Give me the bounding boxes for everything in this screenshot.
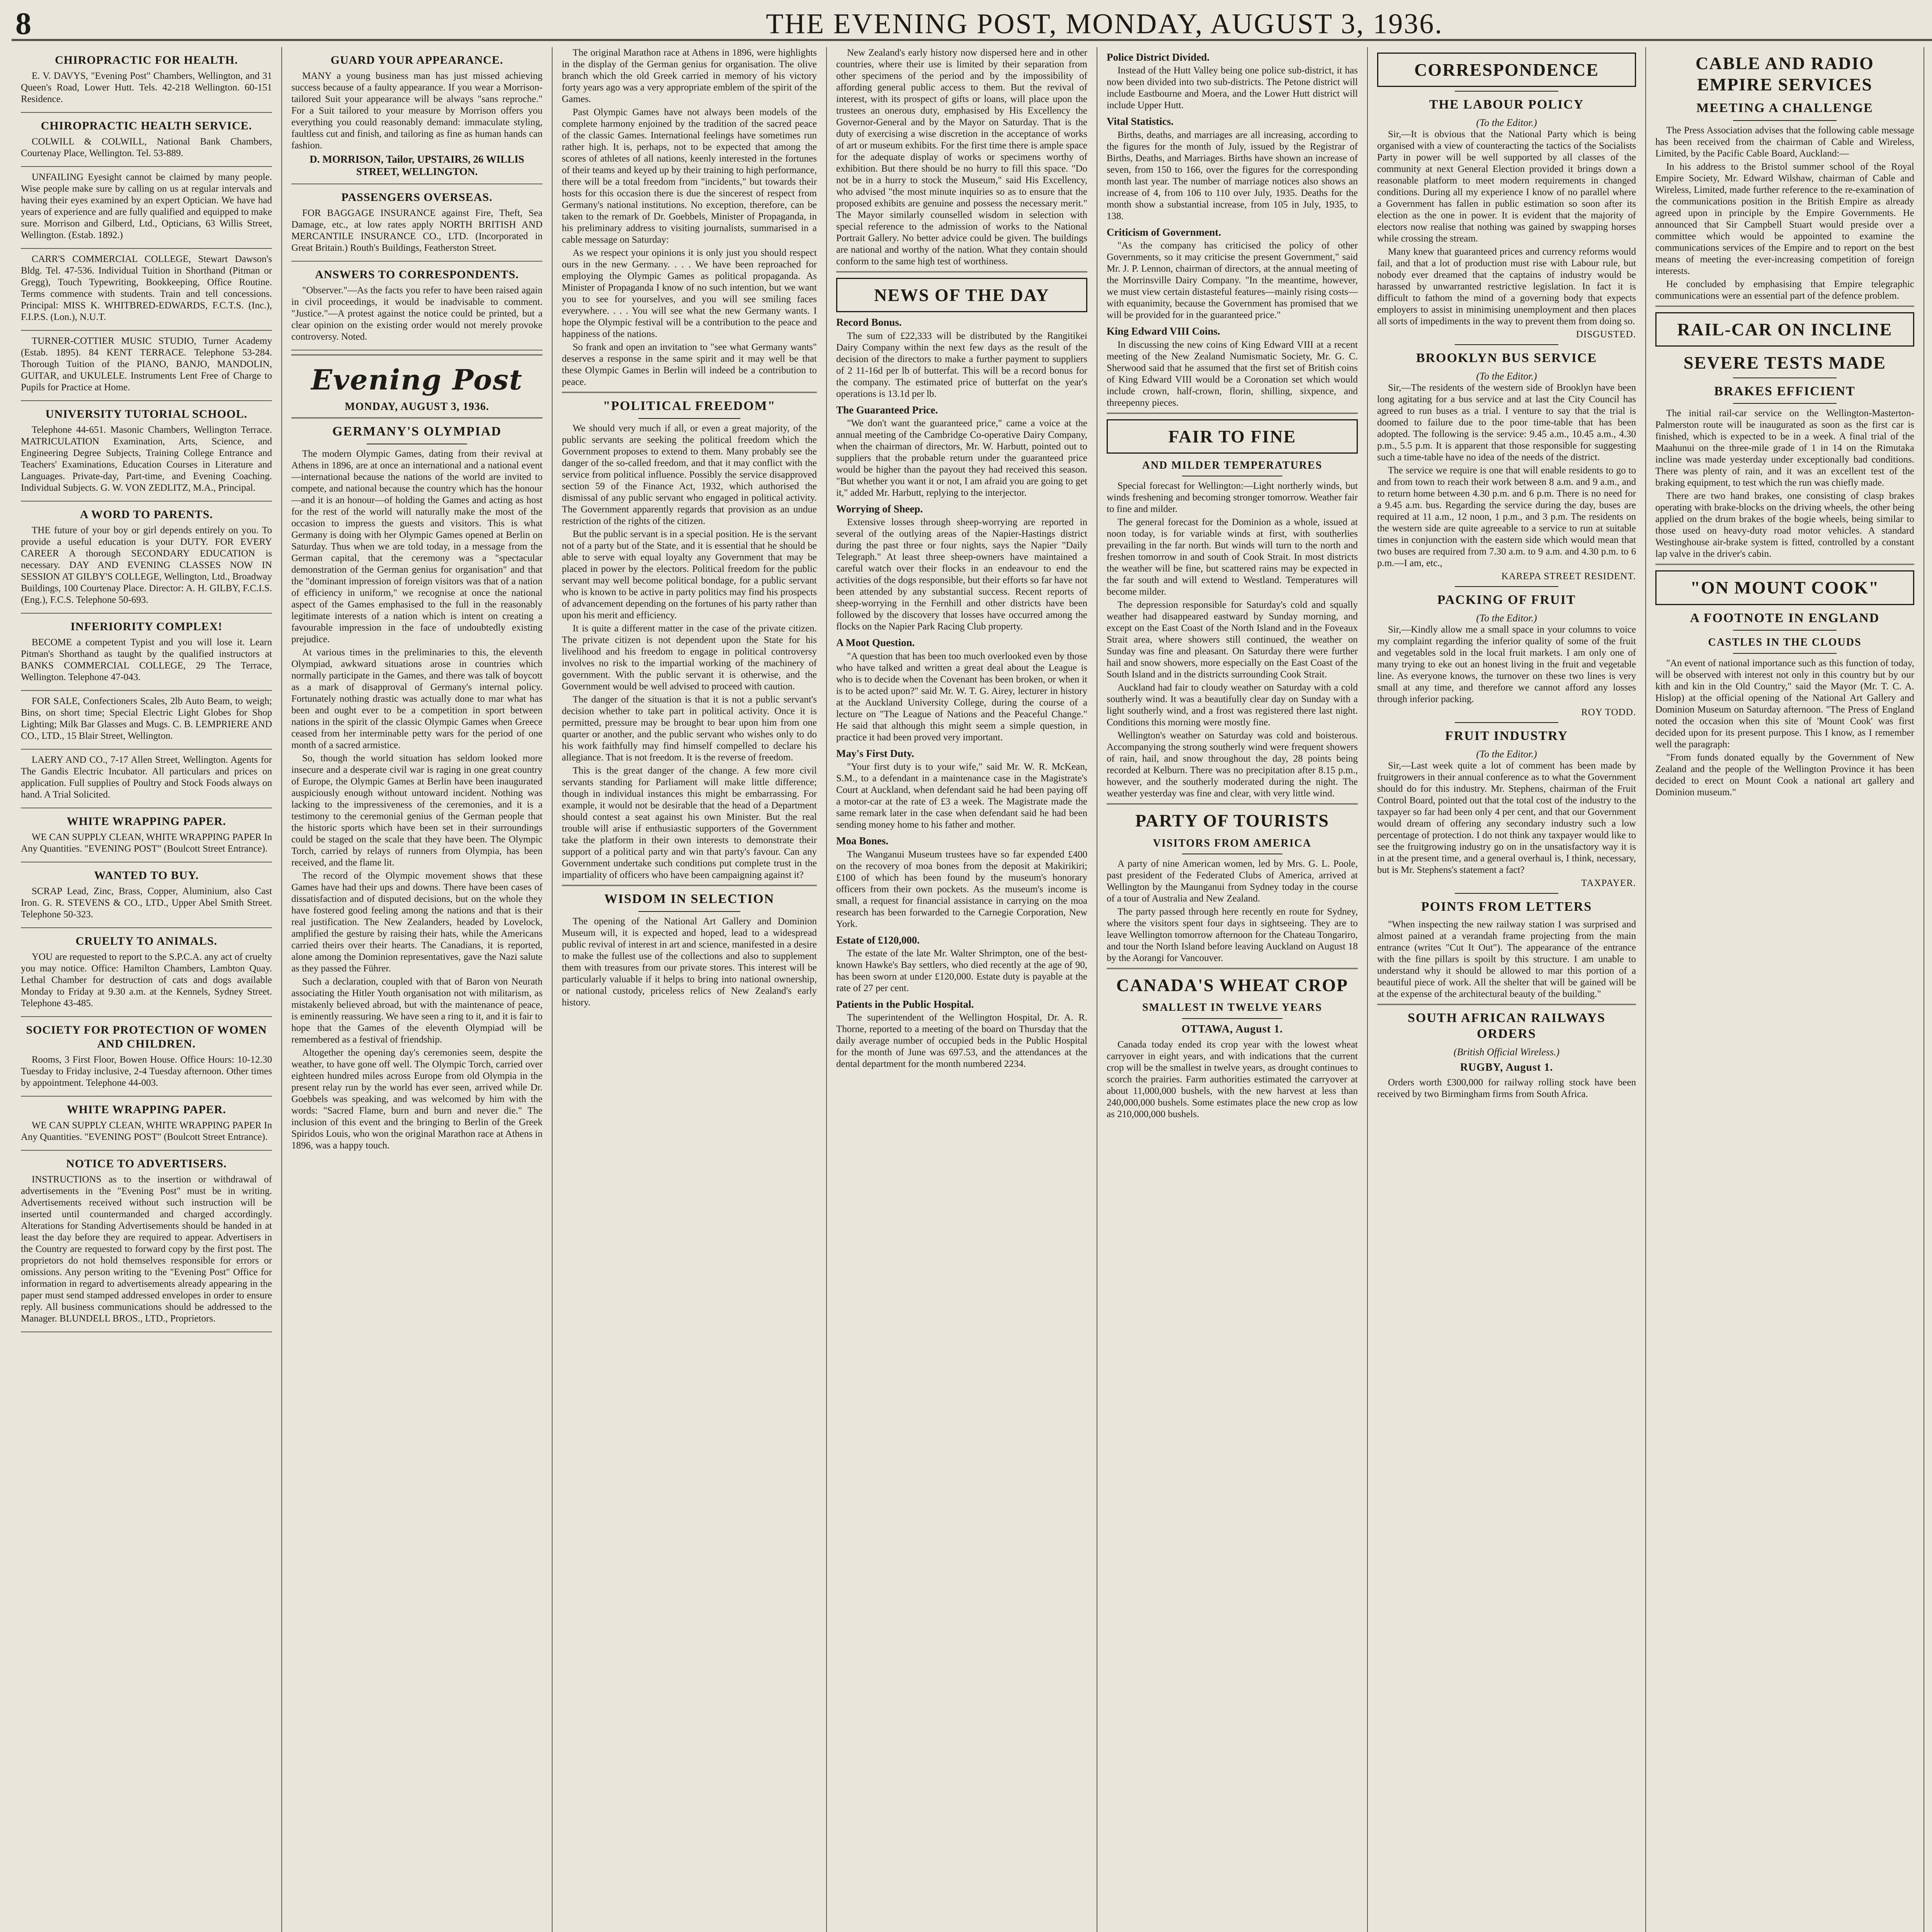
news-items: [836, 316, 1087, 1070]
sa-railways-text: Orders worth £300,000 for railway rolling stock have been received by two Birmingham firms from South Africa.: [1377, 1077, 1636, 1100]
correspondence-head: CORRESPONDENCE: [1377, 53, 1636, 87]
classified-ad: [21, 862, 272, 928]
letter-head: PACKING OF FRUIT: [1437, 593, 1576, 607]
classified-ad: [21, 113, 272, 167]
classified-ad-body: COLWILL & COLWILL, National Bank Chambers, Courtenay Place, Wellington. Tel. 53-889.: [21, 136, 272, 158]
classified-ad-head: UNIVERSITY TUTORIAL SCHOOL.: [45, 408, 248, 420]
editorial-date: MONDAY, AUGUST 3, 1936.: [345, 401, 489, 413]
news-item-head: Worrying of Sheep.: [836, 503, 923, 515]
classified-ad-body: WE CAN SUPPLY CLEAN, WHITE WRAPPING PAPER In Any Quantities. "EVENING POST" (Boulcott Street Entrance).: [21, 832, 272, 854]
classified-ad: [21, 614, 272, 691]
news-item-text: Births, deaths, and marriages are all increasing, according to the figures for the month of July, issued by the Registrar of Births, Deaths, and Marriages. Births have shown an increase of seven, from 150 to 166, over the figures for the corresponding month last year. The number of marriage notices also shows an increase of 4, from 106 to 110 over July, 1935. Deaths for the month show a substantial increase, from 105 in July, 1935, to 138.: [1107, 129, 1358, 221]
letters-to-editor: [1377, 91, 1636, 1000]
letter-signature: TAXPAYER.: [1581, 878, 1636, 889]
display-ad-body: FOR BAGGAGE INSURANCE against Fire, Theft, Sea Damage, etc., at low rates apply NORTH BRITISH AND MERCANTILE INSURANCE CO., LTD. (Incorporated in Great Britain.) Routh's Buildings, Featherston Street.: [291, 207, 543, 253]
classified-ad: [21, 1017, 272, 1097]
classified-ad: [21, 750, 272, 808]
classified-ad: [21, 928, 272, 1017]
classified-ad: [21, 249, 272, 331]
classified-ad-body: Telephone 44-651. Masonic Chambers, Wellington Terrace. MATRICULATION Examination, Arts, Science, and Engineering Degree Subjects, Training College Entrance and Teachers' Examinations, Education Courses in Literature and Languages. Private-day, Part-time, and Evening Coaching. Individual Subjects. G. W. VON ZEDLITZ, M.A., Principal.: [21, 425, 272, 493]
news-item-head: A Moot Question.: [836, 637, 915, 649]
railcar-paragraph: The initial rail-car service on the Wellington-Masterton-Palmerston route will be inaugurated as soon as the first car is finished, which is expected to be in a week. A final trial of the Maahunui on the three-mile grade of 1 in 14 on the Rimutaka incline was made yesterday under exceptionally bad conditions. There was plenty of rain, and it was an excellent test of the braking equipment, to test which the run was chiefly made.: [1655, 408, 1914, 488]
news-item-head: Patients in the Public Hospital.: [836, 998, 974, 1010]
classified-ad-body: INSTRUCTIONS as to the insertion or withdrawal of advertisements in the "Evening Post" must be in writing. Advertisements received without such instruction will be inserted until countermanded and charged accordingly. Alterations for Standing Advertisements should be handed in at least the day before they are required to appear. Advertisers in the Country are requested to forward copy by the first post. The proprietors do not hold themselves responsible for errors or omissions. Any person writing to the "Evening Post" Office for information in regard to advertisements already appearing in the paper must send stamped addressed envelopes in order to ensure reply. All business communications should be addressed to the Manager. BLUNDELL BROS., LTD., Proprietors.: [21, 1174, 272, 1324]
cable-head: CABLE AND RADIO EMPIRE SERVICES: [1696, 53, 1874, 95]
classified-ad-body: YOU are requested to report to the S.P.C.A. any act of cruelty you may notice. Office: Hamilton Chambers, Lambton Quay. Lethal Chamber for destruction of cats and dogs available Monday to Friday at 9.30 a.m. at the Kennels, Sydney Street. Telephone 43-485.: [21, 952, 272, 1009]
letter-head: BROOKLYN BUS SERVICE: [1416, 351, 1597, 366]
news-of-the-day-head: NEWS OF THE DAY: [836, 278, 1087, 312]
wheat-subhead: SMALLEST IN TWELVE YEARS: [1142, 1002, 1322, 1014]
display-ad-signature: D. MORRISON, Tailor, UPSTAIRS, 26 WILLIS STREET, WELLINGTON.: [310, 153, 524, 178]
classified-ad-head: SOCIETY FOR PROTECTION OF WOMEN AND CHILDREN.: [26, 1024, 267, 1050]
letter-to-editor: (To the Editor.): [1476, 748, 1537, 760]
leader-paragraph: As we respect your opinions it is only just you should respect ours in the new Germany. . . . We have been reproached for employing the Olympic Games as political propaganda. As Minister of Propaganda I know of no such intention, but we want you to see for yourselves, and you will see smiling faces everywhere. . . . You will see what the new Germany wants. I hope the Olympic festival will be a contribution to the peace and happiness of the nations.: [562, 248, 817, 339]
column-editorial: [282, 47, 553, 1932]
classified-ad: [21, 331, 272, 401]
letter-head: THE LABOUR POLICY: [1429, 97, 1584, 112]
weather-paragraph: The depression responsible for Saturday's cold and squally weather had disappeared eastward by Sunday morning, and except on the East Coast of the North Island and in the Foveaux Strait area, where showers still continued, the weather on Sunday was fine and pleasant. On Saturday there were further hail and snow showers, more especially on the East Coast of the South Island and in the districts surrounding Cook Strait.: [1107, 600, 1358, 680]
cable-paragraph: The Press Association advises that the following cable message has been received from the chairman of Cable and Wireless, Limited, by the Pacific Cable Board, Auckland:—: [1655, 125, 1914, 159]
leader-wisdom-body: [562, 916, 817, 1009]
display-ad: [291, 47, 543, 184]
tourists-paragraph: The party passed through here recently en route for Sydney, where the visitors spent four days in sightseeing. They are to leave Wellington tomorrow afternoon for the Chateau Tongariro, and tour the North Island before leaving Auckland on August 18 by the Aorangi for Vancouver.: [1107, 906, 1358, 964]
classified-ad-body: UNFAILING Eyesight cannot be claimed by many people. Wise people make sure by calling on us at regular intervals and having their eyes examined by an expert Optician. We have had years of experience and are fully qualified and equipped to make sure. Morrison and Gilberd, Ltd., Opticians, 63 Willis Street, Wellington. (Estab. 1892.): [21, 172, 272, 240]
railcar-subhead-2: BRAKES EFFICIENT: [1714, 384, 1855, 398]
sa-railways-dateline: RUGBY, August 1.: [1460, 1061, 1553, 1073]
news-item-head: Vital Statistics.: [1107, 116, 1173, 128]
classified-ad-body: BECOME a competent Typist and you will lose it. Learn Pitman's Shorthand as taught by the qualified instructors at BANKS COMMERCIAL COLLEGE, 29 The Terrace, Wellington. Telephone 47-043.: [21, 637, 272, 682]
letter-signature: ROY TODD.: [1581, 707, 1636, 718]
railcar-head: RAIL-CAR ON INCLINE: [1655, 312, 1914, 347]
letter-paragraph: Many knew that guaranteed prices and currency reforms would fail, and that a lot of production must rise with Labour rule, but nobody ever dreamed that the captains of industry would be harassed by unwarranted restrictive legislation. In fact it is difficult to fathom the mind of a governing body that expects employers to assist in minimising unemployment and then places all sorts of impediments in the way to prevent them from doing so.: [1377, 247, 1636, 327]
wheat-paragraph: Canada today ended its crop year with the lowest wheat carryover in eight years, and with indications that the current crop will be the smallest in twelve years, as drought continues to scorch the prairies. Farm authorities estimated the carryover at about 11,000,000 bushels, with the new harvest at less than 240,000,000 bushels. Some estimates place the new crop as low as 210,000,000 bushels.: [1107, 1039, 1358, 1119]
letter-paragraph: Sir,—Last week quite a lot of comment has been made by fruitgrowers in their annual conference as to what the Government should do for this industry. Mr. Stephens, chairman of the Fruit Control Board, pointed out that the total cost of the industry to the taxpayer so far had been only 4 per cent, and that our Government would dream of offering any secondary industry such a low percentage of protection. I do not think any taxpayer would like to see the fruitgrowing industry go on in the unsatisfactory way it is in at the present time, and a general overhaul is, I think, necessary, but is Mr. Stephens's statement a fact?: [1377, 760, 1636, 876]
letter-paragraph: Sir,—Kindly allow me a small space in your columns to voice my complaint regarding the inferior quality of some of the fruit and vegetables sold in the local fruit markets. I am only one of many trying to eke out an honest living in the fruit and vegetable line. As everyone knows, the turnover on these two lines is very small at any time, and therefore we cannot afford any losses through inferior packing.: [1377, 624, 1636, 705]
leader-freedom-body: [562, 423, 817, 881]
classified-ad-body: E. V. DAVYS, "Evening Post" Chambers, Wellington, and 31 Queen's Road, Lower Hutt. Tels. 42-218 Wellington. 60-151 Residence.: [21, 71, 272, 104]
classified-ad-head: A WORD TO PARENTS.: [80, 508, 213, 521]
classified-ad: [21, 1151, 272, 1332]
leader-wisdom-head: WISDOM IN SELECTION: [604, 891, 775, 906]
classified-ad-head: WANTED TO BUY.: [94, 869, 199, 882]
leader-paragraph: New Zealand's early history now dispersed here and in other countries, where their use is limited by their separation from other specimens of the period and by the impossibility of affording general public access to them. But the revival of interest, with its prospect of gifts or loans, will place upon the trustees an onerous duty, emphasised by His Excellency the Governor-General and by the Mayor on Saturday. That is the duty of exercising a wise discretion in the acceptance of works of art or museum exhibits. For the first time there is ample space for the adequate display of works or specimens worthy of exhibition. But there should be no hurry to fill this space. "Do not be in a hurry to stock the Museum," said His Excellency, who advised "the most minute inquiries so as to ensure that the proposed exhibits are genuine and possess the necessary merit." The Mayor similarly counselled wisdom in selection with special reference to the admission of works to the National Portrait Gallery. No better advice could be given. The buildings are national and worthy of the nation. What they contain should conform to the same high test of worthiness.: [836, 48, 1087, 267]
column-cable-railcar: [1646, 47, 1924, 1932]
news-item-text: Extensive losses through sheep-worrying are reported in several of the outlying areas of the Napier-Hastings district during the past three or four nights, says the Napier "Daily Telegraph." At least three sheep-owners have maintained a careful watch over their flocks in an endeavour to end the activities of the dogs responsible, but their efforts so far have not been attended by any substantial success. Recent reports of sheep-worrying in the Fernhill and other districts have been followed by the discovery that losses have occurred among the flocks on the Napier Park Racing Club property.: [836, 517, 1087, 632]
classified-ad: [21, 691, 272, 750]
mount-cook-head: "ON MOUNT COOK": [1655, 570, 1914, 605]
news-item-text: "As the company has criticised the policy of other Governments, so it may criticise the present Government," said Mr. J. P. Lennon, chairman of directors, at the annual meeting of the Morrinsville Dairy Company. "In the meantime, however, we must view certain distasteful features—mainly rising costs—with equanimity, because the Government has promised that we will be provided for in the guaranteed price.": [1107, 240, 1358, 321]
tourists-subhead: VISITORS FROM AMERICA: [1153, 837, 1312, 849]
weather-paragraph: Wellington's weather on Saturday was cold and boisterous. Accompanying the strong southerly wind were frequent showers of rain, hail, and snow throughout the day, 28 points being recorded at Kelburn. There was no precipitation after 8.15 p.m., however, and the southerly moderated during the night. The weather yesterday was fine and clear, with very little wind.: [1107, 730, 1358, 799]
tailor-and-notice-ads: [291, 47, 543, 350]
letter-head: FRUIT INDUSTRY: [1445, 729, 1568, 743]
tourists-paragraph: A party of nine American women, led by Mrs. G. L. Poole, past president of the Federated Clubs of America, arrived at Wellington by the Maunganui from Sydney today in the course of a tour of Australia and New Zealand.: [1107, 859, 1358, 904]
mount-cook-paragraph: "An event of national importance such as this function of today, will be observed with interest not only in this country but by our kith and kin in the Old Country," said the Mayor (Mr. T. C. A. Hislop) at the official opening of the National Art Gallery and Dominion Museum on Saturday afternoon. "The Press of England noted the occasion when this site of 'Mount Cook' was first decided upon for its present purpose. This I know, as I remember well the paragraph:: [1655, 658, 1914, 750]
sa-railways-head: SOUTH AFRICAN RAILWAYS ORDERS: [1408, 1010, 1605, 1041]
classified-ad-body: THE future of your boy or girl depends entirely on you. To provide a useful education is your DUTY. FOR EVERY CAREER A thorough SECONDARY EDUCATION is necessary. DAY AND EVENING CLASSES NOW IN SESSION AT GILBY'S COLLEGE, Wellington, Ltd., Broadway Buildings, 100 Courtenay Place. Director: A. H. GILBY, F.C.I.S. (Eng.), F.C.S. Telephone 50-693.: [21, 525, 272, 605]
letter-paragraph: Sir,—The residents of the western side of Brooklyn have been long agitating for a bus service and at last the City Council has agreed to run buses as a trial. I venture to say that the trial is doomed to failure due to the poor time-table that has been adopted. The following is the service: 9.45 a.m., 10.45 a.m., 4.30 p.m., 5.5 p.m. It is apparent that those responsible for suggesting such a time-table have no idea of the needs of the district.: [1377, 383, 1636, 463]
classified-ad-body: SCRAP Lead, Zinc, Brass, Copper, Aluminium, also Cast Iron. G. R. STEVENS & CO., LTD., Upper Abel Smith Street. Telephone 50-323.: [21, 886, 272, 920]
mount-cook-subhead-2: CASTLES IN THE CLOUDS: [1708, 636, 1862, 649]
leader-paragraph: So, though the world situation has seldom looked more insecure and a desperate civil war is raging in one great country of Europe, the Olympic Games at Berlin have been inaugurated auspiciously enough without untoward incident. Nothing was lacking to the impressiveness of the ceremonies, and it is a testimony to the ceremonial genius of the German people that the historic sports which have been set in their surroundings could be staged on the scale that they have been. The Olympic Torch, carried by relays of runners from Olympia, has been received, and the flame lit.: [291, 753, 543, 868]
letter-signature: KAREPA STREET RESIDENT.: [1501, 571, 1636, 582]
leader-paragraph: At various times in the preliminaries to this, the eleventh Olympiad, awkward situations arose in countries which normally participate in the Games, and there was talk of boycott as a mark of disapproval of Germany's internal policy. Fortunately nothing drastic was actually done to mar what has been and ought ever to be a competition in sport between nations in the spirit of the classic Olympic Games when Greece ceased from her interminable petty wars for the period of one month of a sacred armistice.: [291, 647, 543, 750]
leader-paragraph: Altogether the opening day's ceremonies seem, despite the weather, to have gone off well. The Olympic Torch, carried over eighteen hundred miles across Europe from old Olympia in the present relay run by the world has ever seen, arrived while Dr. Goebbels was speaking, and was welcomed by him with the words: "Sacred Flame, burn and burn and never die." The inclusion of this event and the bringing to Berlin of the Greek Spiridos Louis, who won the original Marathon race at Athens in 1896, was a happy touch.: [291, 1047, 543, 1151]
news-item-text: "We don't want the guaranteed price," came a voice at the annual meeting of the Cambridge Co-operative Dairy Company, when the chairman of directors, Mr. W. Harbutt, pointed out to suppliers that the probable return under the guaranteed price would be higher than the payout they had received this season. "But whether you want it or not, I am afraid you are going to get it," added Mr. Harbutt, replying to the interjector.: [836, 418, 1087, 498]
classified-ad-body: LAERY AND CO., 7-17 Allen Street, Wellington. Agents for The Gandis Electric Incubator. All particulars and prices on application. Full supplies of Poultry and Stock Foods always on hand. A Trial Solicited.: [21, 755, 272, 800]
news-item-text: The estate of the late Mr. Walter Shrimpton, one of the best-known Hawke's Bay settlers, who died recently at the age of 90, has been sworn at under £120,000. Estate duty is payable at the rate of 27 per cent.: [836, 948, 1087, 993]
tourists-body: [1107, 858, 1358, 964]
leader-paragraph: Past Olympic Games have not always been models of the complete harmony enjoined by the tradition of the sacred peace of the classic Games. International feelings have sometimes run rather high. It is, perhaps, not to be expected that among the scores of athletes of all nations, keenly interested in the fortunes of their teams and keyed up by their training to high performance, there will be a total freedom from "incidents," but towards their hosts for this occasion there is due the sincerest of respect from Germany's national institutions. No exception, therefore, can be taken to the remark of Dr. Goebbels, Minister of Propaganda, in his preliminary address to visiting journalists, summarised in a cable message on Saturday:: [562, 107, 817, 245]
news-item-head: Moa Bones.: [836, 835, 888, 847]
weather-subhead: AND MILDER TEMPERATURES: [1142, 459, 1323, 471]
classified-ad: [21, 1097, 272, 1151]
display-ad-body: MANY a young business man has just missed achieving success because of a faulty appearance. If you wear a Morrison-tailored Suit your appearance will be always "sans reproche." For a Suit tailored to your measure by Morrison offers you everything you could reasonably demand: immaculate styling, faultless cut and finish, and tailoring as fine as human hands can fashion.: [291, 71, 543, 151]
weather-head: FAIR TO FINE: [1107, 419, 1358, 454]
leader-wisdom-cont: [836, 47, 1087, 267]
masthead: [12, 4, 1932, 41]
leader-paragraph: This is the great danger of the change. A few more civil servants standing for Parliament will make little difference; though in individual instances this might be embarrassing. For example, it would not be desirable that the head of a Department should contest a seat against his own Minister. But the real trouble will arise if enthusiastic supporters of the Government take the platform in their own interests to demonstrate their support of a political party and win that party's favour. Can any Government undertake such conditions put complete trust in the impartiality of officers who have been campaigning against it?: [562, 765, 817, 880]
leader-paragraph: The original Marathon race at Athens in 1896, were highlights in the display of the German genius for organisation. The olive branch which the old Greek carried in memory of his victory forty years ago was a very appropriate emblem of the spirit of the Games.: [562, 48, 817, 104]
wheat-body: [1107, 1039, 1358, 1120]
leader-paragraph: The record of the Olympic movement shows that these Games have had their ups and downs. There have been cases of dissatisfaction and of disputed decisions, but on the whole they have fostered good feeling among the nations and that is their real justification. The New Zealanders, headed by Lovelock, amplified the gesture by raising their hats, while the Americans carried theirs over their hearts. The Canadians, it is reported, alone among the Dominion representatives, gave the Nazi salute as they passed the Führer.: [291, 870, 543, 974]
display-ad-head: GUARD YOUR APPEARANCE.: [330, 54, 503, 66]
cable-paragraph: He concluded by emphasising that Empire telegraphic communications were an essential part of the defence problem.: [1655, 279, 1914, 301]
newspaper-title: THE EVENING POST, MONDAY, AUGUST 3, 1936.: [766, 8, 1443, 40]
leader-paragraph: Such a declaration, coupled with that of Baron von Neurath associating the Hitler Youth organisation not with militarism, as mistakenly believed abroad, but with the maintenance of peace, is eminently reassuring. We have seen a ring to it, and it is fair to hope that the Games of the eleventh Olympiad will be remembered as a festival of friendship.: [291, 976, 543, 1045]
classified-ad: [21, 401, 272, 502]
leader-paragraph: The danger of the situation is that it is not a public servant's decision whether to take part in political activity. Once it is permitted, pressure may be brought to bear upon him from one quarter or another, and the public servant who wishes only to do his work faithfully may find himself compelled to declare his allegiance. That is not freedom. It is the reverse of freedom.: [562, 694, 817, 763]
leader-paragraph: So frank and open an invitation to "see what Germany wants" deserves a response in the same spirit and it may well be that these Olympic Games in Berlin will indeed be a contribution to peace.: [562, 342, 817, 387]
letter-head: POINTS FROM LETTERS: [1421, 900, 1592, 914]
news-item-head: Police District Divided.: [1107, 51, 1210, 63]
leader-paragraph: It is quite a different matter in the case of the private citizen. The private citizen is not dependent upon the State for his livelihood and his freedom to engage in political controversy involves no risk to the impartial working of the machinery of government. With the public servant it is otherwise, and the Government would be well advised to proceed with caution.: [562, 623, 817, 692]
news-item-text: The Wanganui Museum trustees have so far expended £400 on the recovery of moa bones from the deposit at Makirikiri; £100 of which has been found by the museum's honorary officers from their own pockets. As the museum's income is small, a request for financial assistance in carrying on the moa research has been forwarded to the Carnegie Corporation, New York.: [836, 849, 1087, 929]
letter-paragraph: Sir,—It is obvious that the National Party which is being organised with a view of counteracting the tactics of the Socialists Party in power will be well supported by all classes of the community at next General Election provided it brings down a reasonable platform to meet modern requirements in changed conditions. During all my experience I know of no parallel where a Government has fallen in public estimation so soon after its election as the one in power. It is evident that the majority of electors now realise that nothing was gained by swapping horses while crossing the stream.: [1377, 129, 1636, 244]
classified-ad-body: TURNER-COTTIER MUSIC STUDIO, Turner Academy (Estab. 1895). 84 KENT TERRACE. Telephone 53-284. Thorough Tuition of the PIANO, BANJO, MANDOLIN, GUITAR, and UKULELE. Instruments Lent Free of Charge to Pupils for Practice at Home.: [21, 336, 272, 393]
leader-germany-body: [291, 448, 543, 1151]
classified-ad-body: FOR SALE, Confectioners Scales, 2lb Auto Beam, to weigh; Bins, on short time; Special Electric Light Globes for Shop Lighting; Milk Bar Glasses and Mugs. C. B. LEMPRIERE AND CO., LTD., 15 Blair Street, Wellington.: [21, 696, 272, 741]
leader-paragraph: We should very much if all, or even a great majority, of the public servants are seeking the political freedom which the Government proposes to extend to them. Many probably see the danger of the so-called freedom, and that it may conflict with the service from political influence. Possibly the service disapproved section 59 of the Finance Act, 1932, which authorised the dismissal of any public servant who engaged in political activity. The Government apparently regards that provision as an undue restriction of the rights of the citizen.: [562, 423, 817, 526]
column-news-cont: [1097, 47, 1368, 1932]
railcar-subhead-1: SEVERE TESTS MADE: [1684, 353, 1886, 373]
leader-germany-head: GERMANY'S OLYMPIAD: [332, 424, 502, 439]
mount-cook-subhead-1: A FOOTNOTE IN ENGLAND: [1690, 611, 1880, 625]
classified-ad-head: CRUELTY TO ANIMALS.: [75, 935, 218, 947]
cable-subhead: MEETING A CHALLENGE: [1696, 101, 1873, 116]
weather-paragraph: Auckland had fair to cloudy weather on Saturday with a cold southerly wind. It was a beautifully clear day on Sunday with a light southerly wind, and a frost was registered there last night. Conditions this morning were mostly fine.: [1107, 682, 1358, 728]
weather-body: [1107, 480, 1358, 799]
classified-ad: [21, 167, 272, 249]
letter-to-editor: (To the Editor.): [1476, 117, 1537, 128]
leader-germany-cont: [562, 47, 817, 388]
news-item-text: "A question that has been too much overlooked even by those who have talked and written a great deal about the League is who is to decide when the Covenant has been broken, or when it is to be acted upon?" said Mr. W. T. G. Airey, lecturer in history at the Auckland University College, during the course of a lecture on "The League of Nations and the Peaceful Change." He said that although this might seem a simple question, in practice it had been proved very important.: [836, 651, 1087, 743]
columns: [12, 47, 1932, 1932]
news-item-text: The superintendent of the Wellington Hospital, Dr. A. R. Thorne, reported to a meeting of the board on Thursday that the daily average number of occupied beds in the Public Hospital for the month of June was 697.53, and the attendances at the dental department for the month numbered 2234.: [836, 1012, 1087, 1070]
leader-paragraph: But the public servant is in a special position. He is the servant not of a party but of the State, and it is essential that he should be able to serve with equal loyalty any Government that may be placed in power by the electors. Political freedom for the public servant may well become political bondage, for a public servant who is known to be active in party politics may find his prospects of advancement depending on the fortunes of his party rather than upon his merit and efficiency.: [562, 529, 817, 621]
display-ad-body: "Observer."—As the facts you refer to have been raised again in civil proceedings, it would be inadvisable to comment. "Justice."—A protest against the notice could be printed, but a clear opinion on the existing order would not merely provoke controversy. Noted.: [291, 285, 543, 342]
weather-paragraph: Special forecast for Wellington:—Light northerly winds, but winds freshening and becoming stronger tomorrow. Weather fair to fine and milder.: [1107, 481, 1358, 515]
letter-to-editor: (To the Editor.): [1476, 612, 1537, 624]
column-correspondence: [1368, 47, 1646, 1932]
classified-ad-head: WHITE WRAPPING PAPER.: [66, 1103, 226, 1116]
news-item-head: Criticism of Government.: [1107, 226, 1221, 238]
classified-ad-body: Rooms, 3 First Floor, Bowen House. Office Hours: 10-12.30 Tuesday to Friday inclusive, 2-4 Tuesday afternoon. Other times by appointment. Telephone 44-003.: [21, 1054, 272, 1088]
tourists-head: PARTY OF TOURISTS: [1135, 811, 1329, 831]
display-ad: [291, 262, 543, 350]
news-item-text: The sum of £22,333 will be distributed by the Rangitikei Dairy Company within the next few days as the result of the decision of the directors to make a further payment to suppliers of 2 11-16d per lb of butterfat. This will be a record bonus for the company. The estimated price of butterfat on the year's operations is 13.1d per lb.: [836, 330, 1087, 399]
leader-freedom-head: "POLITICAL FREEDOM": [603, 399, 776, 413]
news-item-head: King Edward VIII Coins.: [1107, 325, 1220, 337]
classified-ad-head: INFERIORITY COMPLEX!: [70, 620, 223, 633]
classified-ad-head: WHITE WRAPPING PAPER.: [66, 815, 226, 828]
railcar-paragraph: There are two hand brakes, one consisting of clasp brakes operating with brake-blocks on the driving wheels, the other being applied on the drum brakes of the bogie wheels, being similar to those used on heavy-duty road motor vehicles. A standard Westinghouse air-brake system is fitted, controlled by a constant lap valve in the driver's cabin.: [1655, 491, 1914, 560]
classified-ad-head: CHIROPRACTIC FOR HEALTH.: [55, 54, 238, 66]
letter-to-editor: (To the Editor.): [1476, 370, 1537, 382]
nameplate: Evening Post: [311, 363, 523, 396]
leader-paragraph: The opening of the National Art Gallery and Dominion Museum will, it is expected and hoped, lead to a widespread public revival of interest in art and science, manifested in a desire to make the fullest use of the collections and also to supplement them with treasures from our private stores. This interest will be particularly valuable if it helps to bring into national ownership, or national custody, priceless relics of New Zealand's early history.: [562, 916, 817, 1008]
railcar-body: [1655, 408, 1914, 560]
sa-railways-credit: (British Official Wireless.): [1453, 1046, 1560, 1058]
news-item-head: Record Bonus.: [836, 316, 902, 328]
classified-ad-body: CARR'S COMMERCIAL COLLEGE, Stewart Dawson's Bldg. Tel. 47-536. Individual Tuition in Shorthand (Pitman or Gregg), Touch Typewriting, Bookkeeping, Office Routine. Terms commence with students. Train and tell concessions. Principal: MISS K. WHITBRED-EDWARDS, F.C.T.S. (Inc.), F.I.P.S. (Lon.), N.U.T.: [21, 254, 272, 322]
classified-ad-head: CHIROPRACTIC HEALTH SERVICE.: [41, 119, 252, 132]
column-postscripts: [1924, 47, 1932, 1932]
classified-ad-body: WE CAN SUPPLY CLEAN, WHITE WRAPPING PAPER In Any Quantities. "EVENING POST" (Boulcott Street Entrance).: [21, 1120, 272, 1142]
classified-ad: [21, 808, 272, 862]
column-classifieds: [12, 47, 282, 1932]
cable-paragraph: In his address to the Bristol summer school of the Royal Empire Society, Mr. Edward Wilshaw, chairman of Cable and Wireless, Limited, made further reference to the re-examination of the communications position in the British Empire as already agreed upon in principle by the Empire Governments. He announced that Sir Campbell Stuart would preside over a committee which would be appointed to examine the communications services of the Empire and to report on the best means of meeting the ever-increasing competition of foreign interests.: [1655, 162, 1914, 277]
column-news: [827, 47, 1097, 1932]
column-editorial-cont: [553, 47, 827, 1932]
letter-paragraph: "When inspecting the new railway station I was surprised and almost pained at a verandah frame projecting from the main entrance (writes "Cut It Out"). The appearance of the entrance with the fine pillars is spoilt by this structure. I am unable to understand why it should be allowed to mar this portion of a beautiful piece of work. All the shelter that will be gained will be at the expense of the architectural beauty of the building.": [1377, 919, 1636, 999]
news-item-head: May's First Duty.: [836, 747, 914, 759]
display-ad: [291, 184, 543, 262]
classified-ad: [21, 47, 272, 113]
cable-body: [1655, 125, 1914, 302]
page-number: 8: [15, 6, 31, 41]
wheat-dateline: OTTAWA, August 1.: [1181, 1023, 1283, 1035]
display-ad-head: PASSENGERS OVERSEAS.: [341, 190, 493, 204]
classified-ad: [21, 502, 272, 614]
wheat-head: CANADA'S WHEAT CROP: [1116, 975, 1349, 995]
news-item-head: The Guaranteed Price.: [836, 404, 938, 416]
weather-paragraph: The general forecast for the Dominion as a whole, issued at noon today, is for variable winds at first, with southerlies prevailing in the far north. But winds will turn to the north and freshen tomorrow in and south of Cook Strait. In most districts the weather will be fine, but scattered rains may be expected in the far south and will extend to Westland. Temperatures will become milder.: [1107, 517, 1358, 597]
letter-paragraph: The service we require is one that will enable residents to go to and from town to reach their work between 8 a.m. and 9 a.m., and to return home between 4.30 p.m. and 6 p.m. There is no need for a 9.45 a.m. bus. Regarding the service during the day, buses are required at 11 a.m., 12 noon, 1 p.m., and 3 p.m. The residents on the western side are quite agreeable to a service to run at suitable times in conjunction with the eastern side which would mean that two buses are required from 7.30 a.m. to 9 a.m. and 4.30 p.m. to 6 p.m.—I am, etc.,: [1377, 465, 1636, 569]
mount-cook-paragraph: "From funds donated equally by the Government of New Zealand and the people of the Wellington Province it has been decided to erect on Mount Cook a national art gallery and Dominion museum.": [1655, 752, 1914, 798]
display-ad-head: ANSWERS TO CORRESPONDENTS.: [315, 268, 519, 281]
mount-cook-body: [1655, 658, 1914, 798]
news-items-cont: [1107, 51, 1358, 409]
letter-signature: DISGUSTED.: [1576, 329, 1636, 340]
classified-ad-head: NOTICE TO ADVERTISERS.: [66, 1157, 227, 1170]
news-item-text: Instead of the Hutt Valley being one police sub-district, it has now been divided into two sub-districts. The Petone district will include Eastbourne and Moera, and the Lower Hutt district will include Upper Hutt.: [1107, 65, 1358, 111]
news-item-head: Estate of £120,000.: [836, 934, 920, 946]
news-item-text: In discussing the new coins of King Edward VIII at a recent meeting of the New Zealand Numismatic Society, Mr. G. C. Sherwood said that he assumed that the first set of British coins of King Edward VIII would be a Coronation set which would include crown, half-crown, florin, shilling, sixpence, and threepenny pieces.: [1107, 339, 1358, 408]
leader-paragraph: The modern Olympic Games, dating from their revival at Athens in 1896, are at once an international and a national event—international because the nations of the world are invited to compete, and national because the country which has the honour—and it is an honour—of holding the Games and acting as host for the rest of the world will naturally make the most of the occasion to impress the guests and visitors. This is what Germany is doing with her Olympic Games opened at Berlin on Saturday. Thus when we are told today, in a message from the German capital, that the ceremony was a "spectacular demonstration of the German genius for organisation" and that the "dominant impression of foreign visitors was that of a nation of efficiency in uniform," we recognise at once the national aspect of the Games emphasised to the full in the reasonably legitimate interests of a nation which is intent on creating a favourable impression in the face of undoubtedly existing prejudice.: [291, 448, 543, 645]
news-item-text: "Your first duty is to your wife," said Mr. W. R. McKean, S.M., to a defendant in a maintenance case in the Magistrate's Court at Auckland, when defendant said he had been paying off a motor-car at the rate of £3 a week. The Magistrate made the same remark later in the case when defendant said he had been sending money home to his father and mother.: [836, 762, 1087, 830]
